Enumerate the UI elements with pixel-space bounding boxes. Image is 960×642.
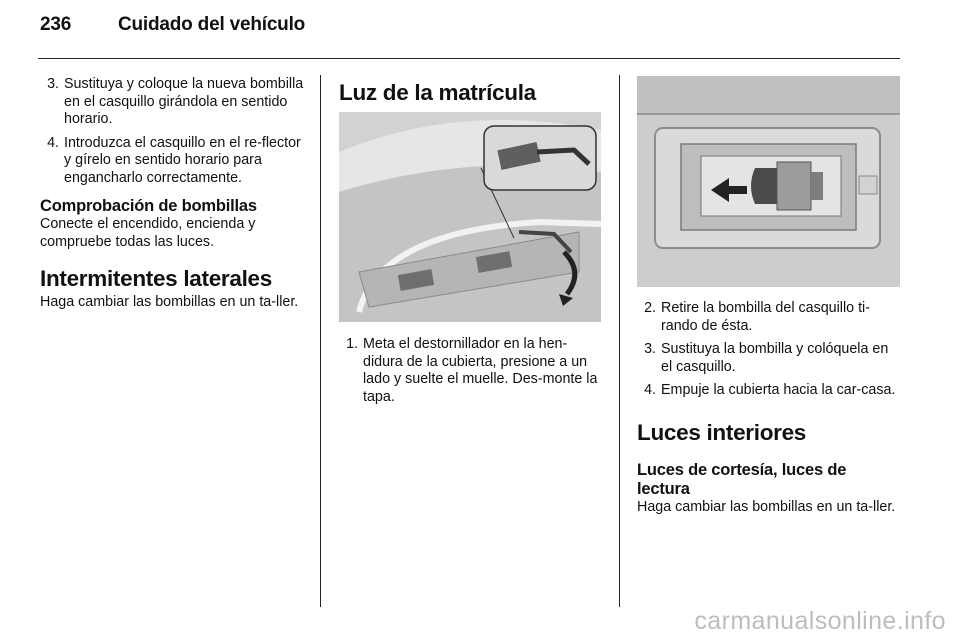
column-divider-2 [619, 75, 620, 607]
page-title: Cuidado del vehículo [118, 14, 306, 35]
page-number: 236 [40, 14, 72, 35]
license-plate-figure [339, 112, 601, 322]
column-2-steps [339, 336, 601, 412]
bulb-check-text: Conecte el encendido, encienda y compruebe todas las luces. [40, 216, 256, 250]
step-text: Empuje la cubierta hacia la car-casa. [661, 382, 896, 398]
interior-lights-text: Haga cambiar las bombillas en un ta-ller. [637, 498, 896, 515]
step-number: 2. [644, 300, 656, 316]
column-3 [637, 300, 900, 516]
interior-lights-heading: Luces interiores [637, 419, 807, 445]
side-indicators-heading: Intermitentes laterales [40, 266, 272, 291]
step-number: 3. [47, 76, 59, 92]
step-text: Meta el destornillador en la hen-didura de la cubierta, presione a un lado y suelte el muelle. Des-monte la tapa. [363, 336, 598, 405]
step-number: 1. [346, 336, 358, 352]
page-header [40, 14, 305, 36]
list-item [339, 336, 601, 406]
bulb-holder-figure [637, 76, 900, 287]
side-indicators-text: Haga cambiar las bombillas en un ta-ller. [40, 294, 299, 310]
step-text: Sustituya y coloque la nueva bombilla en el casquillo girándola en sentido horario. [64, 76, 304, 127]
steps-list [637, 300, 900, 400]
column-2 [339, 80, 601, 106]
bulb-check-heading: Comprobación de bombillas [40, 197, 257, 215]
step-number: 4. [644, 382, 656, 398]
list-item [637, 341, 900, 376]
step-text: Retire la bombilla del casquillo ti-rando de ésta. [661, 300, 870, 334]
step-number: 3. [644, 341, 656, 357]
courtesy-reading-lights-heading: Luces de cortesía, luces de lectura [637, 460, 847, 498]
step-text: Sustituya la bombilla y colóquela en el casquillo. [661, 341, 889, 375]
steps-list [40, 76, 305, 187]
list-item [40, 135, 305, 188]
header-rule [38, 58, 900, 59]
step-number: 4. [47, 134, 59, 151]
license-plate-light-heading: Luz de la matrícula [339, 80, 536, 105]
list-item [637, 300, 900, 335]
steps-list [339, 336, 601, 406]
list-item [40, 76, 305, 129]
step-text: Introduzca el casquillo en el re-flector y gírelo en sentido horario para engancharlo correctamente. [64, 134, 301, 186]
column-divider-1 [320, 75, 321, 607]
watermark: carmanualsonline.info [694, 607, 946, 635]
column-1 [40, 76, 305, 312]
list-item [637, 382, 900, 400]
